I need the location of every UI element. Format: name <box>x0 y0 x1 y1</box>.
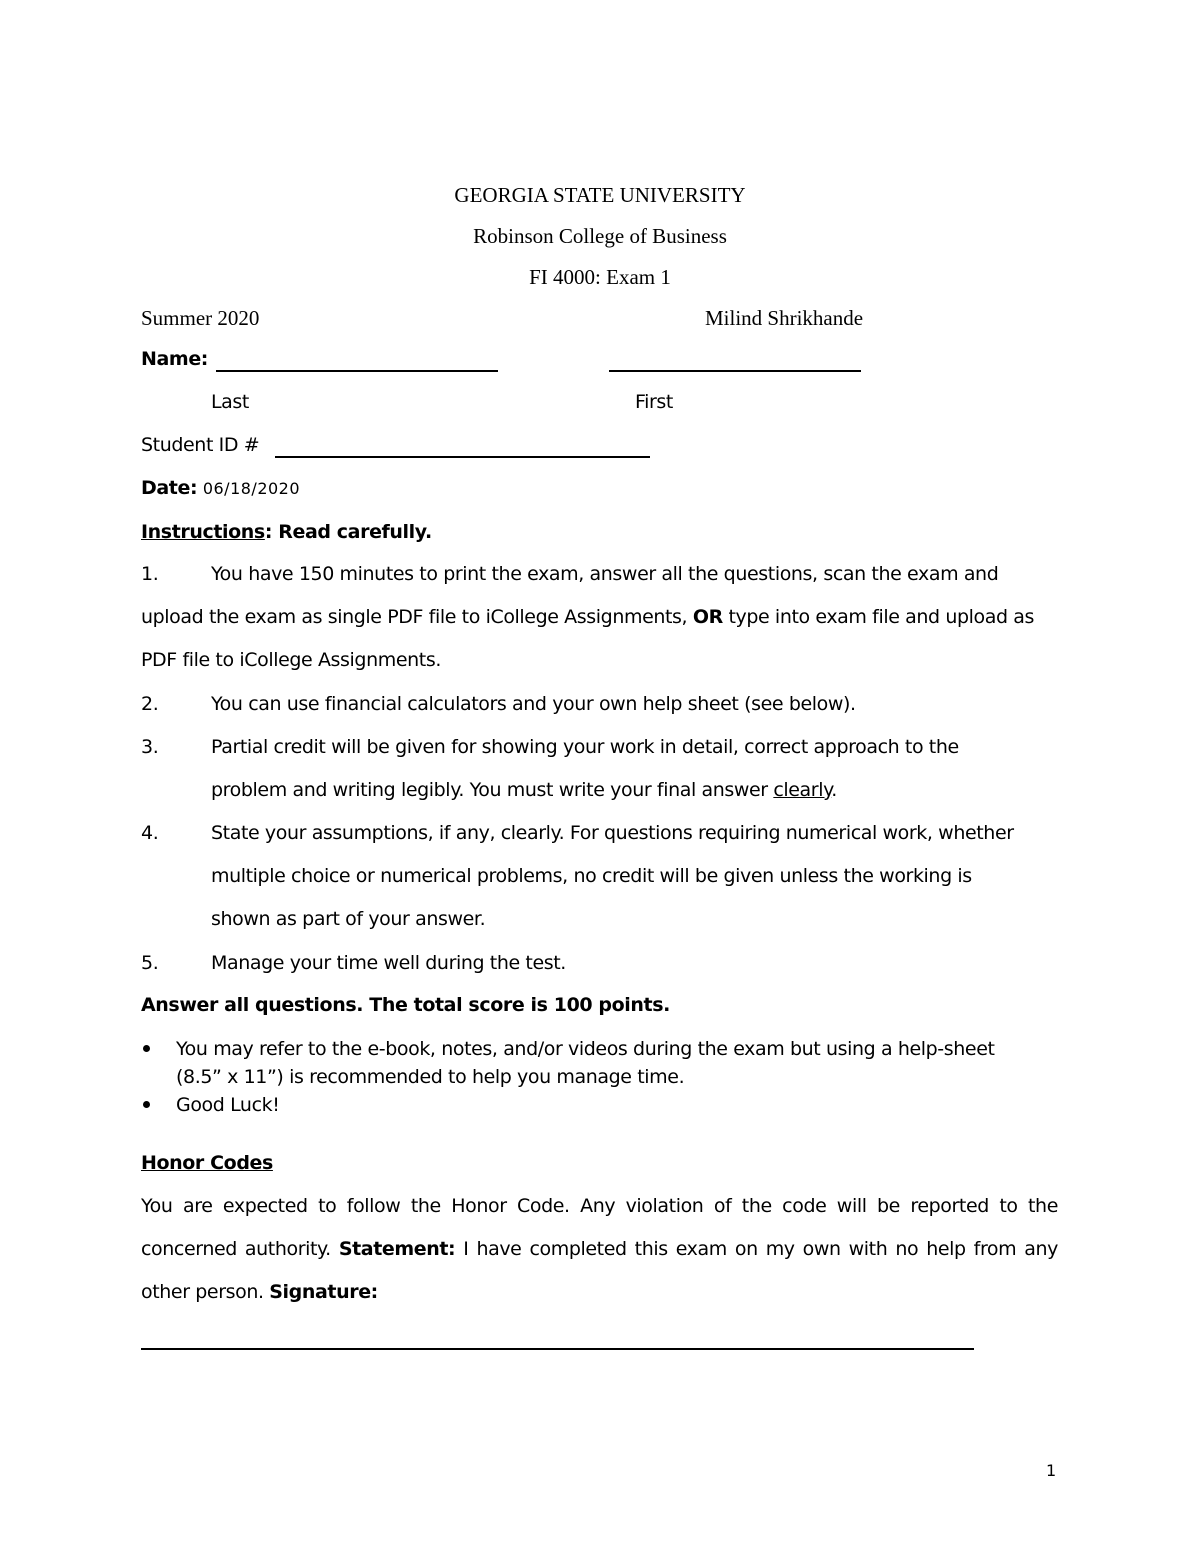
item-1-line-2-b: type into exam file and upload as <box>722 606 1035 628</box>
last-label: Last <box>211 391 249 413</box>
item-1-or: OR <box>692 606 723 628</box>
university-title: GEORGIA STATE UNIVERSITY <box>454 183 746 207</box>
date-row <box>141 477 300 499</box>
bullet-2-line-1: Good Luck! <box>176 1094 280 1116</box>
instructions-heading-label: Instructions <box>141 521 265 543</box>
signature-label: Signature: <box>269 1281 378 1303</box>
date-value: 06/18/2020 <box>202 479 301 498</box>
item-2-line-1: You can use financial calculators and your own help sheet (see below). <box>211 693 856 715</box>
page-number: 1 <box>1046 1461 1057 1480</box>
item-1-number: 1. <box>141 563 159 585</box>
signature-field[interactable] <box>141 1348 974 1350</box>
honor-line-3-a: other person. <box>141 1281 270 1303</box>
item-3-line-2-a: problem and writing legibly. You must write your final answer <box>211 779 774 801</box>
item-4-number: 4. <box>141 822 159 844</box>
name-label: Name: <box>141 348 209 370</box>
item-2-number: 2. <box>141 693 159 715</box>
honor-line-2-a: concerned authority. <box>141 1238 339 1260</box>
honor-codes-heading: Honor Codes <box>141 1152 273 1174</box>
item-4-line-1: State your assumptions, if any, clearly. For questions requiring numerical work, whether <box>211 822 1014 844</box>
item-5-line-1: Manage your time well during the test. <box>211 952 566 974</box>
instructor-name: Milind Shrikhande <box>705 306 864 330</box>
honor-line-3 <box>141 1281 378 1303</box>
item-3-line-1: Partial credit will be given for showing your work in detail, correct approach to the <box>211 736 959 758</box>
student-id-field[interactable] <box>275 456 650 458</box>
last-name-field[interactable] <box>216 370 498 372</box>
item-5-number: 5. <box>141 952 159 974</box>
item-4-line-3: shown as part of your answer. <box>211 908 486 930</box>
term: Summer 2020 <box>141 306 260 330</box>
bullet-icon <box>143 1045 150 1052</box>
answer-all-statement: Answer all questions. The total score is 100 points. <box>141 994 670 1016</box>
bullet-1-line-1: You may refer to the e-book, notes, and/or videos during the exam but using a help-sheet <box>176 1038 995 1060</box>
course-title: FI 4000: Exam 1 <box>529 265 671 289</box>
honor-line-1: You are expected to follow the Honor Code. Any violation of the code will be reported to the <box>141 1195 1058 1217</box>
student-id-label: Student ID # <box>141 434 260 456</box>
item-1-line-2-a: upload the exam as single PDF file to iCollege Assignments, <box>141 606 693 628</box>
honor-line-2-b: I have completed this exam on my own with no help from any <box>455 1238 1058 1260</box>
bullet-icon <box>143 1101 150 1108</box>
item-3-line-2 <box>211 779 837 801</box>
date-label: Date: <box>141 477 198 499</box>
instructions-heading-rest: : Read carefully. <box>264 521 432 543</box>
item-3-number: 3. <box>141 736 159 758</box>
first-name-field[interactable] <box>609 370 861 372</box>
item-4-line-2: multiple choice or numerical problems, no credit will be given unless the working is <box>211 865 972 887</box>
bullet-1-line-2: (8.5” x 11”) is recommended to help you manage time. <box>176 1066 685 1088</box>
honor-line-2 <box>141 1238 1058 1260</box>
college-title: Robinson College of Business <box>473 224 727 248</box>
item-3-line-2-b: . <box>831 779 837 801</box>
first-label: First <box>635 391 673 413</box>
item-1-line-2 <box>141 606 1034 628</box>
item-1-line-3: PDF file to iCollege Assignments. <box>141 649 441 671</box>
instructions-heading <box>141 521 432 543</box>
statement-label: Statement: <box>338 1238 456 1260</box>
item-3-clearly: clearly <box>773 779 832 801</box>
item-1-line-1: You have 150 minutes to print the exam, answer all the questions, scan the exam and <box>211 563 999 585</box>
